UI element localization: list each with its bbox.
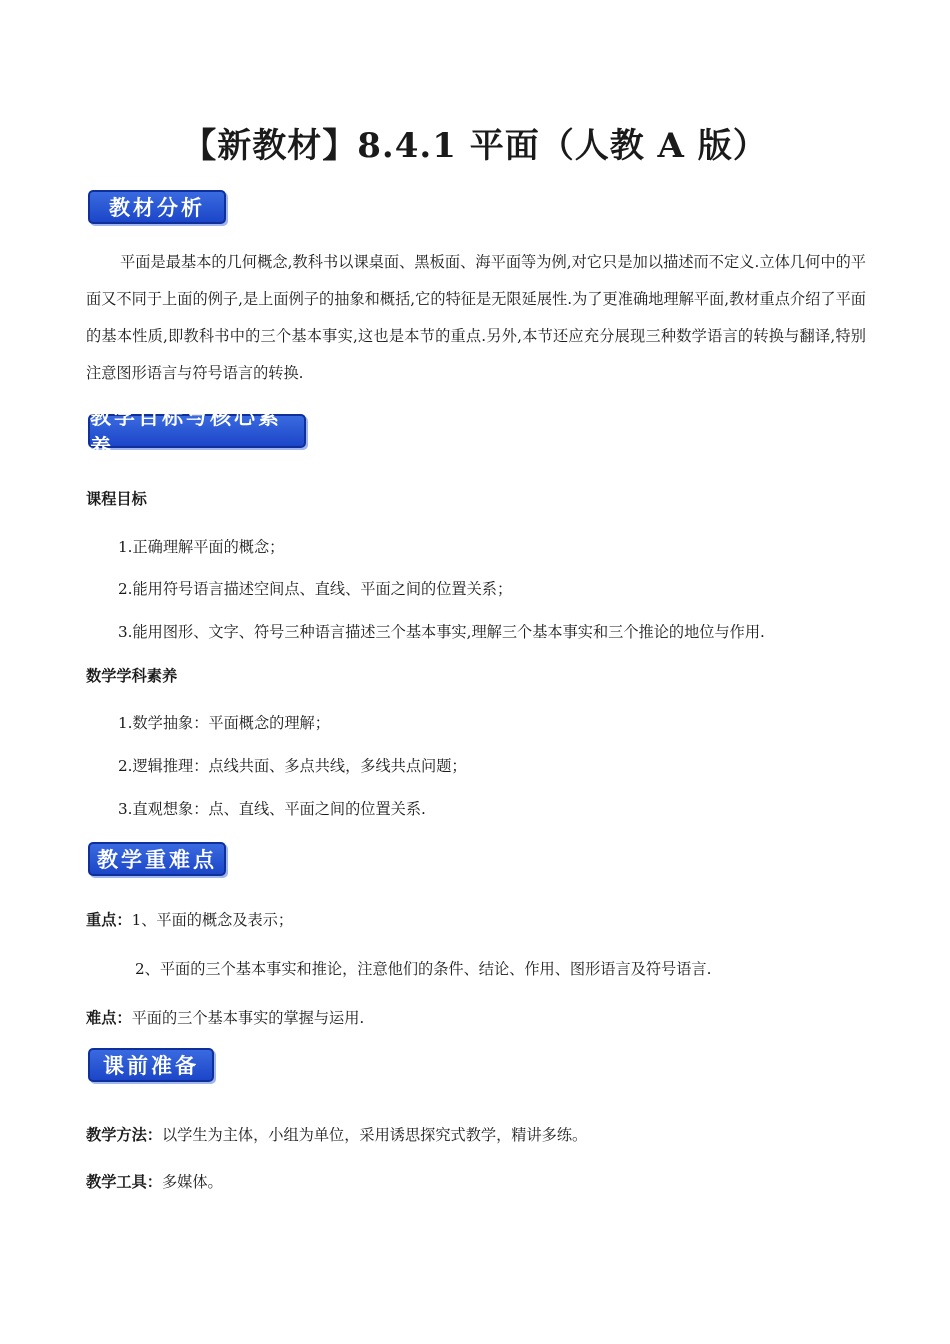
method-text: 以学生为主体，小组为单位，采用诱思探究式教学，精讲多练。 (161, 1126, 588, 1144)
course-goal-item: 2.能用符号语言描述空间点、直线、平面之间的位置关系； (118, 580, 513, 598)
key-point-line (86, 909, 293, 931)
literacy-item: 1.数学抽象：平面概念的理解； (118, 714, 330, 732)
section-badge-analysis: 教材分析 (88, 190, 226, 224)
tools-line (86, 1171, 223, 1193)
key-point-label: 重点： (86, 911, 132, 929)
tools-text: 多媒体。 (161, 1173, 223, 1191)
method-label: 教学方法： (86, 1126, 162, 1144)
difficulty-line (86, 1007, 364, 1029)
analysis-paragraph: 平面是最基本的几何概念,教科书以课桌面、黑板面、海平面等为例,对它只是加以描述而不定义.立体几何中的平面又不同于上面的例子,是上面例子的抽象和概括,它的特征是无限延展性.为了更准确地理解平面,教材重点介绍了平面的基本性质,即教科书中的三个基本事实,这也是本节的重点.另外,本节还应充分展现三种数学语言的转换与翻译,特别注意图形语言与符号语言的转换. (86, 253, 866, 382)
literacy-item: 2.逻辑推理：点线共面、多点共线，多线共点问题； (118, 757, 467, 775)
document-title: 【新教材】8.4.1 平面（人教 A 版） (182, 126, 768, 166)
course-goal-item: 1.正确理解平面的概念； (118, 538, 285, 556)
method-line (86, 1124, 587, 1146)
key-point-item: 1、平面的概念及表示； (131, 911, 294, 929)
key-point-item: 2、平面的三个基本事实和推论，注意他们的条件、结论、作用、图形语言及符号语言. (135, 960, 712, 978)
section-badge-preparation: 课前准备 (88, 1048, 214, 1082)
course-goal-item: 3.能用图形、文字、符号三种语言描述三个基本事实,理解三个基本事实和三个推论的地位与作用. (118, 623, 765, 641)
course-goals-heading: 课程目标 (86, 490, 147, 508)
tools-label: 教学工具： (86, 1173, 162, 1191)
difficulty-text: 平面的三个基本事实的掌握与运用. (131, 1009, 365, 1027)
literacy-item: 3.直观想象：点、直线、平面之间的位置关系. (118, 800, 426, 818)
difficulty-label: 难点： (86, 1009, 132, 1027)
section-badge-goals: 教学目标与核心素养 (88, 414, 306, 448)
literacy-heading: 数学学科素养 (86, 667, 178, 685)
section-badge-key-points: 教学重难点 (88, 842, 226, 876)
